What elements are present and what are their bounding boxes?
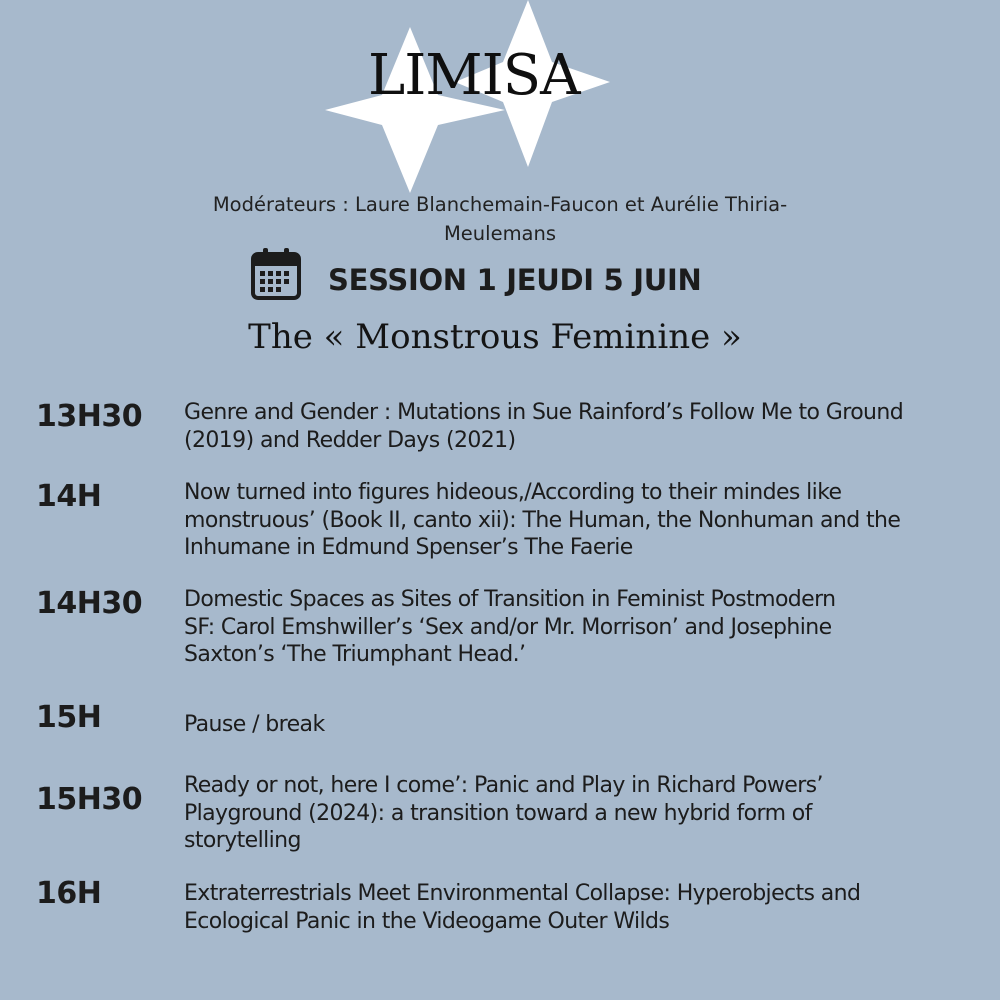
logo-text: LIMISA: [368, 43, 580, 108]
talk-line: Inhumane in Edmund Spenser’s The Faerie: [184, 535, 633, 560]
talk-line: (2019) and Redder Days (2021): [184, 427, 516, 453]
schedule-talk: [184, 711, 974, 739]
moderators-line-2: Meulemans: [443, 222, 557, 245]
schedule-talk: [184, 880, 974, 935]
schedule-talk: [184, 399, 974, 454]
talk-line: Ecological Panic in the Videogame Outer Wilds: [184, 908, 670, 934]
talk-line: storytelling: [184, 828, 301, 853]
talk-line: Domestic Spaces as Sites of Transition in Feminist Postmodern: [184, 587, 836, 612]
schedule-time: 14H: [36, 479, 102, 514]
moderators-line-1: Modérateurs : Laure Blanchemain-Faucon et Aurélie Thiria-: [212, 193, 788, 216]
schedule-time: 13H30: [36, 399, 143, 434]
talk-line: Ready or not, here I come’: Panic and Play in Richard Powers’: [184, 773, 823, 798]
talk-line: Pause / break: [184, 712, 325, 737]
schedule-time: 14H30: [36, 586, 143, 621]
schedule-time: 15H30: [36, 782, 143, 817]
session-title: SESSION 1 JEUDI 5 JUIN: [328, 263, 702, 297]
talk-line: Now turned into figures hideous,/According to their mindes like: [184, 480, 842, 505]
talk-line: Saxton’s ‘The Triumphant Head.’: [184, 642, 526, 667]
schedule-talk: [184, 479, 974, 562]
schedule-time: 16H: [36, 876, 102, 911]
calendar-icon: [250, 247, 302, 301]
talk-line: Extraterrestrials Meet Environmental Collapse: Hyperobjects and: [184, 881, 861, 906]
schedule-time: 15H: [36, 700, 102, 735]
schedule-talk: [184, 586, 974, 669]
moderators: [160, 190, 840, 248]
session-theme: The « Monstrous Feminine »: [248, 317, 742, 357]
schedule-talk: [184, 772, 974, 855]
talk-line: Playground (2024): a transition toward a new hybrid form of: [184, 800, 812, 826]
talk-line: Genre and Gender : Mutations in Sue Rainford’s Follow Me to Ground: [184, 400, 904, 425]
talk-line: monstruous’ (Book II, canto xii): The Human, the Nonhuman and the: [184, 507, 901, 533]
talk-line: SF: Carol Emshwiller’s ‘Sex and/or Mr. Morrison’ and Josephine: [184, 614, 832, 640]
